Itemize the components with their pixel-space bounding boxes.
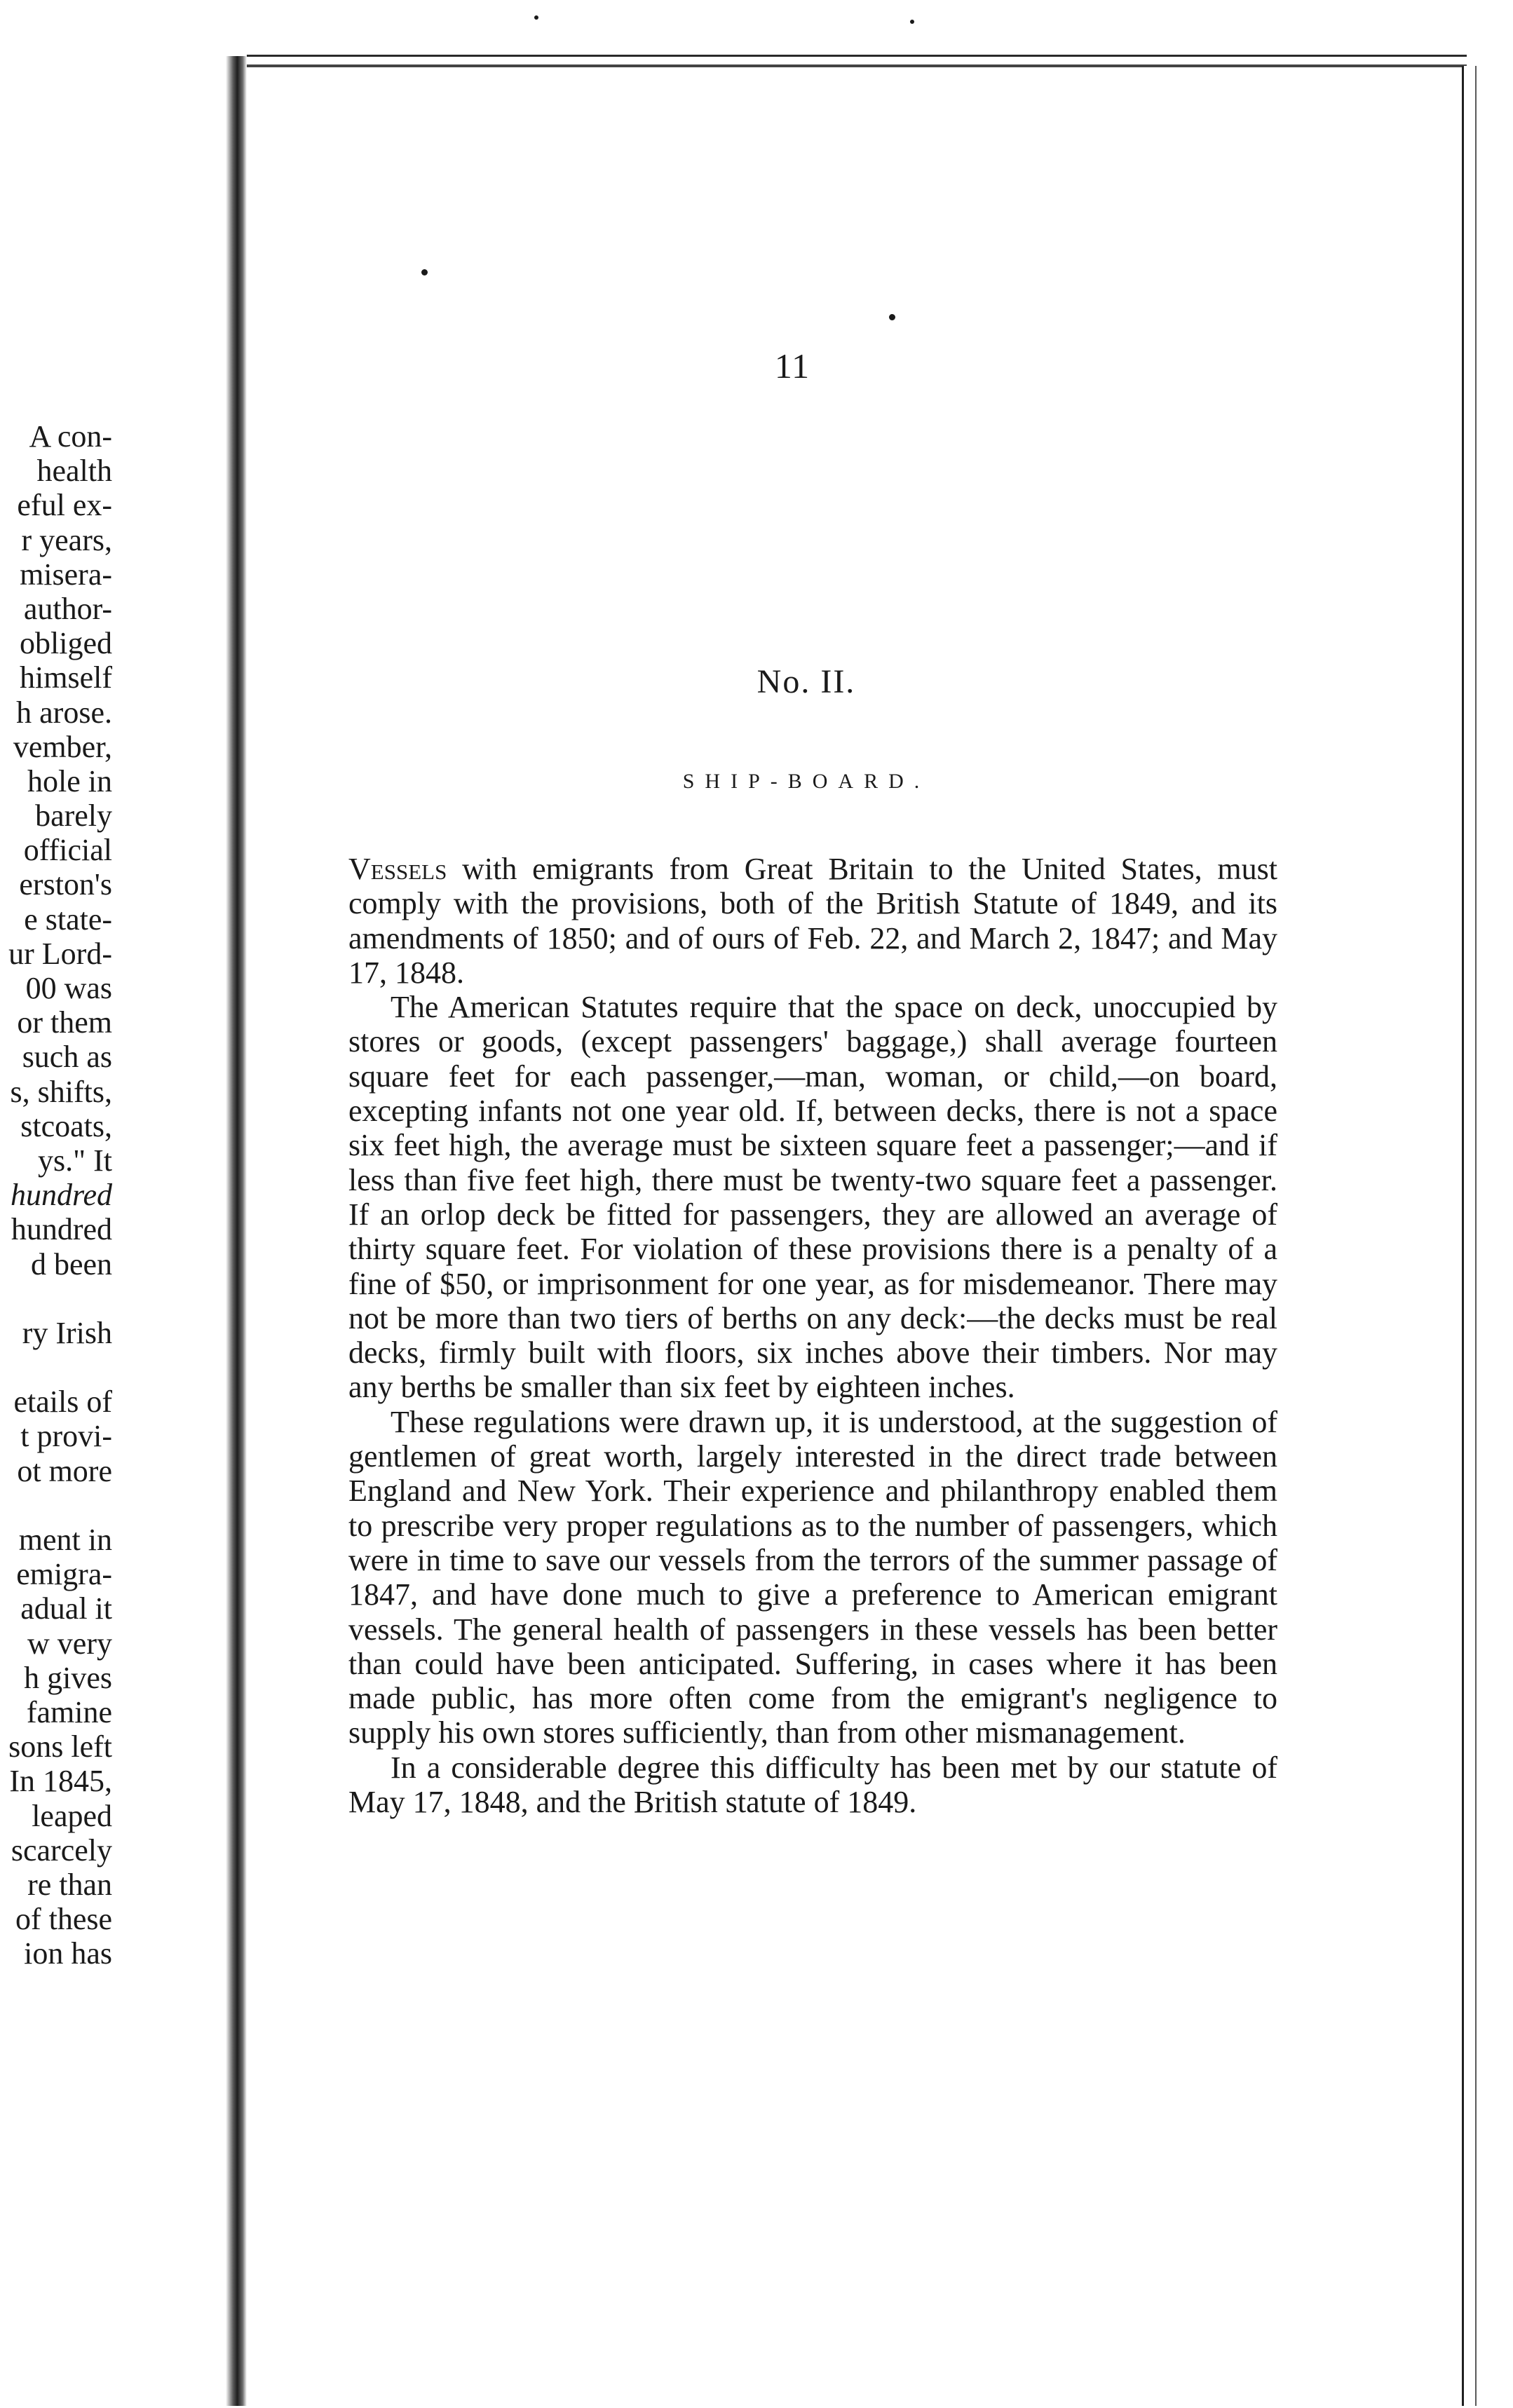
chapter-title: No. II. (756, 663, 856, 700)
facing-line: stcoats, (20, 1108, 112, 1143)
facing-line: misera- (20, 557, 112, 592)
facing-line: A con- (29, 419, 112, 454)
facing-line: ion has (24, 1936, 112, 1971)
facing-line: r years, (21, 522, 112, 557)
facing-line: h gives (24, 1660, 112, 1695)
facing-line: scarcely (11, 1832, 112, 1868)
page-top-edge (247, 64, 1467, 67)
facing-line: s, shifts, (10, 1074, 112, 1109)
facing-line: h arose. (16, 695, 112, 730)
facing-line: such as (22, 1040, 112, 1075)
section-heading: SHIP-BOARD. (682, 770, 930, 793)
facing-line: obliged (20, 626, 112, 661)
facing-line: e state- (24, 902, 112, 937)
facing-line: hole in (27, 763, 112, 798)
facing-line: ys." It (38, 1143, 112, 1178)
facing-line: leaped (32, 1798, 112, 1833)
facing-line: author- (23, 591, 112, 626)
body-text (348, 852, 1277, 1819)
paragraph-text: with emigrants from Great Britain to the United States, must comply with the provisions, both of the British Statute of 1849, and its amendments of 1850; and of ours of Feb. 22, and March 2, 1847; and May 17, 1848. (348, 852, 1277, 990)
print-speck (910, 20, 914, 24)
facing-line: etails of (13, 1385, 112, 1420)
paragraph: The American Statutes require that the space on deck, unoccupied by stores or goods, (except passengers' baggage,) shall average fourteen square feet for each passenger,—man, woman, or child,—on board, excepting infants not one year old. If, between decks, there is not a space six feet high, the average must be sixteen square feet a passenger;—and if less than five feet high, there must be twenty-two square feet a passenger. If an orlop deck be fitted for passengers, they are allowed an average of thirty square feet. For violation of these provisions there is a penalty of a fine of $50, or imprisonment for one year, as for misdemeanor. There may not be more than two tiers of berths on any deck:—the decks must be real decks, firmly built with floors, six inches above their timbers. Nor may any berths be smaller than six feet by eighteen inches. (348, 990, 1277, 1405)
paragraph: These regulations were drawn up, it is understood, at the suggestion of gentlemen of great worth, largely interested in the direct trade between England and New York. Their experience and philanthropy enabled them to prescribe very proper regulations as to the number of passengers, which were in time to save our vessels from the terrors of the summer passage of 1847, and have done much to give a preference to American emigrant vessels. The general health of passengers in these vessels has been better than could have been anticipated. Suffering, in cases where it has been made public, has more often come from the emigrant's negligence to supply his own stores sufficiently, than from other mismanagement. (348, 1404, 1277, 1750)
print-speck (421, 269, 428, 276)
facing-line: eful ex- (17, 488, 112, 523)
facing-line: w very (27, 1626, 112, 1661)
facing-line-italic: hundred (10, 1178, 112, 1213)
page-number: 11 (774, 346, 810, 386)
facing-page (0, 0, 224, 2406)
paragraph-lead: Vessels (348, 852, 447, 886)
facing-line: ment in (18, 1523, 112, 1557)
print-speck (889, 314, 895, 320)
facing-line: ur Lord- (8, 936, 112, 971)
facing-line: hundred (11, 1212, 112, 1247)
facing-line: famine (26, 1694, 112, 1729)
facing-line: 00 was (25, 971, 112, 1005)
facing-line: barely (35, 798, 112, 834)
facing-line: of these (15, 1902, 112, 1937)
print-speck (534, 15, 538, 20)
facing-line: t provi- (20, 1419, 112, 1454)
facing-line: emigra- (16, 1557, 112, 1592)
facing-line: sons left (8, 1729, 112, 1764)
facing-line-gap (8, 1281, 112, 1316)
facing-line: vember, (13, 729, 112, 764)
page-right-edge (1462, 66, 1477, 2406)
facing-line: ot more (17, 1453, 112, 1488)
paragraph (348, 852, 1277, 990)
facing-line: d been (30, 1246, 112, 1281)
facing-page-text (8, 419, 112, 1971)
facing-line: re than (27, 1867, 112, 1902)
book-gutter (226, 56, 247, 2406)
paragraph: In a considerable degree this difficulty has been met by our statute of May 17, 1848, and the British statute of 1849. (348, 1750, 1277, 1820)
facing-line: official (23, 833, 112, 868)
facing-line: adual it (20, 1591, 112, 1626)
facing-line: erston's (19, 867, 112, 902)
facing-line: health (36, 454, 112, 489)
facing-line: himself (20, 660, 112, 695)
facing-line-gap (8, 1350, 112, 1385)
facing-line-gap (8, 1488, 112, 1523)
facing-line: or them (17, 1005, 112, 1040)
facing-line: ry Irish (22, 1315, 112, 1350)
facing-line: In 1845, (9, 1764, 112, 1799)
